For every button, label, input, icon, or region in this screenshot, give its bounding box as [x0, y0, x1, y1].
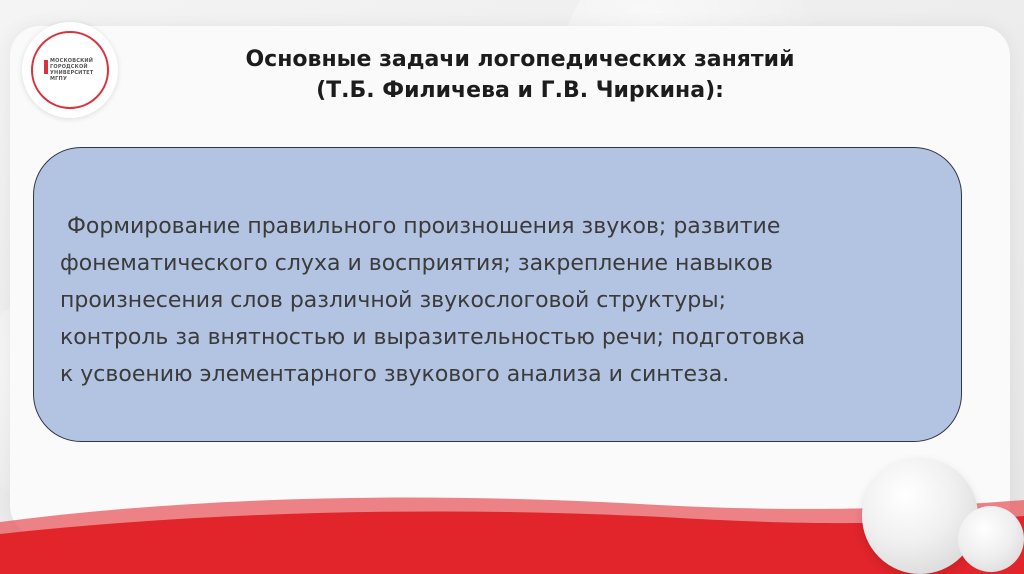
- content-line-3: произнесения слов различной звукослоговой структуры;: [60, 288, 727, 313]
- content-line-4: контроль за внятностью и выразительностью речи; подготовка: [60, 325, 806, 350]
- logo-mark: [44, 60, 48, 74]
- decorative-sphere-small: [958, 506, 1024, 572]
- logo-text: [50, 58, 94, 82]
- logo-line-2: ГОРОДСКОЙ: [50, 64, 88, 70]
- logo-line-3: УНИВЕРСИТЕТ: [50, 70, 94, 76]
- decorative-sphere: [862, 458, 978, 574]
- logo-line-1: МОСКОВСКИЙ: [50, 58, 94, 64]
- content-text: [60, 208, 940, 393]
- title-line-1: Основные задачи логопедических занятий: [245, 47, 795, 72]
- content-line-5: к усвоению элементарного звукового анализа и синтеза.: [60, 362, 730, 387]
- content-box: [33, 147, 962, 442]
- content-line-1: Формирование правильного произношения звуков; развитие: [60, 214, 781, 239]
- logo-line-4: МГПУ: [50, 76, 68, 82]
- slide-title: [150, 44, 890, 106]
- university-logo: [22, 22, 118, 118]
- title-line-2: (Т.Б. Филичева и Г.В. Чиркина):: [316, 78, 724, 103]
- content-line-2: фонематического слуха и восприятия; закрепление навыков: [60, 251, 773, 276]
